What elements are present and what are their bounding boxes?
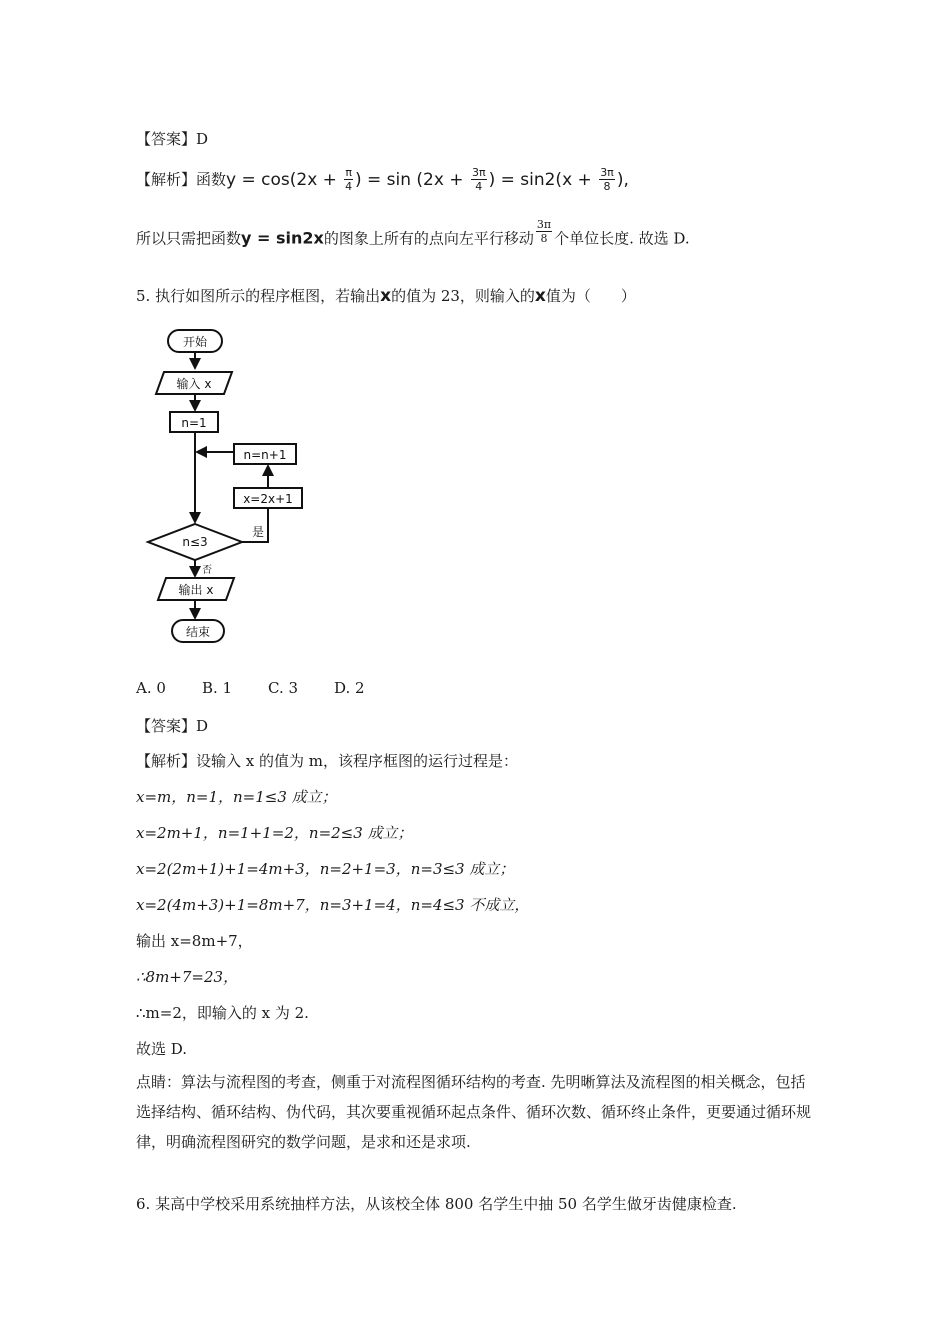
no-label: 否 — [202, 565, 212, 576]
answer-value: D — [196, 130, 209, 148]
init-label: n=1 — [181, 416, 207, 430]
input-label: 输入 x — [176, 377, 212, 391]
flowchart — [140, 322, 320, 652]
shift-fraction: $\frac{3\pi}{8}$ — [536, 218, 552, 245]
yes-label: 是 — [252, 525, 265, 539]
step-line: ∴8m+7=23， — [136, 968, 239, 986]
q4-answer — [136, 128, 208, 149]
step-line: x=2(4m+3)+1=8m+7，n=3+1=4，n=4≤3 不成立， — [136, 896, 530, 914]
q6-stem: 6. 某高中学校采用系统抽样方法，从该校全体 800 名学生中抽 50 名学生做牙齿健康检查. — [136, 1195, 737, 1213]
step-line: x=m，n=1，n=1≤3 成立； — [136, 788, 337, 806]
q5-stem: 5. 执行如图所示的程序框图，若输出x的值为 23，则输入的x值为（ ） — [136, 286, 636, 306]
step-line: x=2(2m+1)+1=4m+3，n=2+1=3，n=3≤3 成立； — [136, 860, 515, 878]
q5-comment — [136, 1067, 816, 1157]
update-x-label: x=2x+1 — [243, 492, 293, 506]
option-d: D. 2 — [334, 679, 365, 697]
comment-text: 算法与流程图的考查，侧重于对流程图循环结构的考查. 先明晰算法及流程图的相关概念，包括选择结构、循环结构、伪代码，其次要重视循环起点条件、循环次数、循环终止条件，更要通过循环规律，明确流程图研究的数学问题，是求和还是求项. — [136, 1073, 812, 1151]
fraction-pi-over-4: $\frac{\pi}{4}$ — [345, 166, 353, 193]
q5-options — [136, 679, 400, 697]
fraction-3pi-over-8: $\frac{3\pi}{8}$ — [600, 166, 614, 193]
formula: y = cos(2x + $\frac{\pi}{4}$ ) = sin (2x + $\frac{3\pi}{4}$ ) = sin2(x + $\frac{3\pi}{8}$ ), — [226, 166, 629, 193]
conclusion-math: y = sin2x — [241, 228, 324, 248]
option-c: C. 3 — [268, 679, 299, 697]
answer-label: 【答案】 — [136, 130, 197, 148]
comment-label: 点睛： — [136, 1073, 182, 1091]
q5-answer: 【答案】D — [136, 717, 209, 735]
analysis-label: 【解析】 — [136, 170, 197, 189]
analysis-prefix: 函数 — [196, 170, 227, 189]
fraction-3pi-over-4: $\frac{3\pi}{4}$ — [471, 166, 486, 193]
step-line: x=2m+1，n=1+1=2，n=2≤3 成立； — [136, 824, 413, 842]
output-label: 输出 x — [178, 583, 214, 597]
step-line: 输出 x=8m+7， — [136, 932, 253, 950]
q4-conclusion: 所以只需把函数y = sin2x的图象上所有的点向左平行移动 $\frac{3\pi}{8}$ 个单位长度. 故选 D. — [136, 218, 690, 248]
end-label: 结束 — [185, 625, 211, 639]
q5-analysis: 【解析】设输入 x 的值为 m，该程序框图的运行过程是： — [136, 752, 519, 770]
step-line: 故选 D. — [136, 1040, 188, 1058]
q4-analysis — [136, 166, 629, 193]
condition-label: n≤3 — [182, 535, 208, 549]
option-a: A. 0 — [136, 679, 166, 697]
step-line: ∴m=2，即输入的 x 为 2. — [136, 1004, 309, 1022]
option-b: B. 1 — [202, 679, 233, 697]
update-n-label: n=n+1 — [243, 448, 287, 462]
start-label: 开始 — [182, 335, 208, 349]
